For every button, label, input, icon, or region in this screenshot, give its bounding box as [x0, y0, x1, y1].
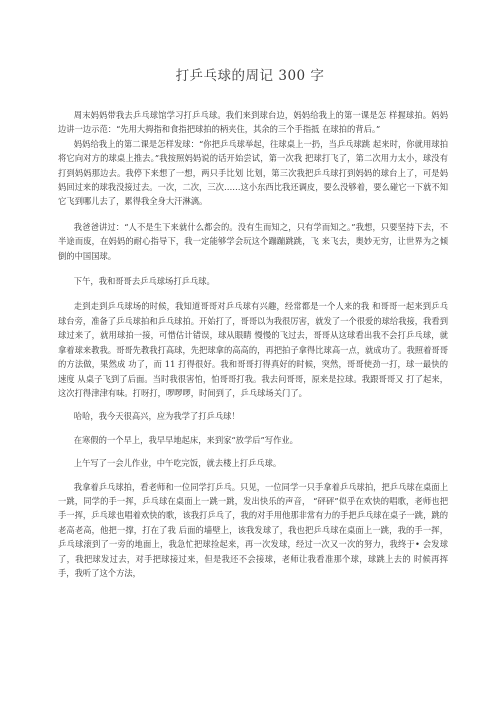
document-body [58, 108, 448, 580]
paragraph-1: 周末妈妈带我去乒乓球馆学习打乒乓球。我们来到球台边，妈妈给我上的第一课是怎 样握球拍。妈妈边讲一边示范：“先用大拇指和食指把球拍的柄夹住，其余的三个手指抵 在球拍的背后。” [58, 110, 448, 135]
paragraph-7: 在寒假的一个早上，我早早地起床，来到家“放学后”写作业。 [73, 434, 298, 445]
paragraph-3: 我爸爸讲过：“人不是生下来就什么都会的。没有生而知之，只有学而知之。”我想，只要坚持下去，不半途而废，在妈妈的耐心指导下，我一定能够学会玩这个蹦蹦跳跳，飞 来飞去，奥妙无穷，让世界为之倾倒的中国国球。 [58, 221, 448, 261]
paragraph-8: 上午写了一会儿作业，中午吃完饭，就去楼上打乒乓球。 [73, 458, 282, 469]
document-title: 打乒乓球的周记 300 字 [175, 68, 325, 84]
paragraph-5: 走到走到乒乓球场的时候，我知道哥哥对乒乓球有兴趣，经常都是一个人来的我 和哥哥一起来到乒乓球台旁，准备了乒乓球拍和乒乓球拍。开始打了，哥哥以为我很厉害，就发了一个很爱的球给我接，我看到球过来了，就用球拍一接，可惜估计错误，球从眼睛 慢慢的飞过去，哥哥从这球看出我不会打乒乓球，就拿着球来教我。哥哥先教我打高球，先把球拿的高高的，再把拍子拿得比球高一点，就成功了。我照着哥哥的方法做，果然成 功了，而 11 打得很好。我和哥哥打得真好的时候，突然，哥哥使劲一打，球一最快的速度 从桌子飞到了后面。当时我很害怕，怕哥哥打我。我去问哥哥，原来是拉球。我跟哥哥又 打了起来，这次打得津津有味。打呀打，啰啰啰，时间到了，乒乓球场关门了。 [58, 301, 448, 398]
paragraph-9: 我拿着乒乓球拍，看老师和一位同学打乒乓。只见，一位同学一只手拿着乒乓球拍，把乒乓球在桌面上一跳，同学的手一挥，乒乓球在桌面上一跳一跳，发出快乐的声音， “砰砰”似乎在欢快的唱歌，老师也把手一挥，乒乓球也唱着欢快的歌，该我打乒乓了，我的对手用他那非常有力的手把乒乓球在桌子一跳，跳的老高老高，他把一撑，打在了我 后面的墙壁上，该我发球了，我也把乒乓球在桌面上一跳，我的手一挥，乒乓球滚到了一旁的地面上，我急忙把球捡起来，再一次发球，经过一次又一次的努力，我终于• 会发球了，我把球发过去，对手把球接过来，但是我还不会接球，老师让我看准那个球，球跳上去的 时候再挥手，我听了这个方法， [58, 481, 448, 578]
paragraph-4: 下午，我和哥哥去乒乓球场打乒乓球。 [73, 276, 215, 287]
paragraph-6: 哈哈，我今天很高兴，应为我学了打乒乓球！ [73, 411, 240, 422]
paragraph-2: 妈妈给我上的第二课是怎样发球：“你把乒乓球举起，往球桌上一扔，当乒乓球跳 起来时，你就用球拍将它向对方的球桌上推去。”我按照妈妈说的话开始尝试，第一次我 把球打飞了，第二次用力太小，球没有打到妈妈那边去。我停下来想了一想，两只手比划 比划，第三次我把乒乓球打到妈妈的球台上了，可是妈妈回过来的球我没接过去。一次，二次，三次……这小东西比我还调皮，要么没够着，要么碰它一下就不知它飞到哪儿去了，累得我全身大汗淋漓。 [58, 138, 448, 207]
